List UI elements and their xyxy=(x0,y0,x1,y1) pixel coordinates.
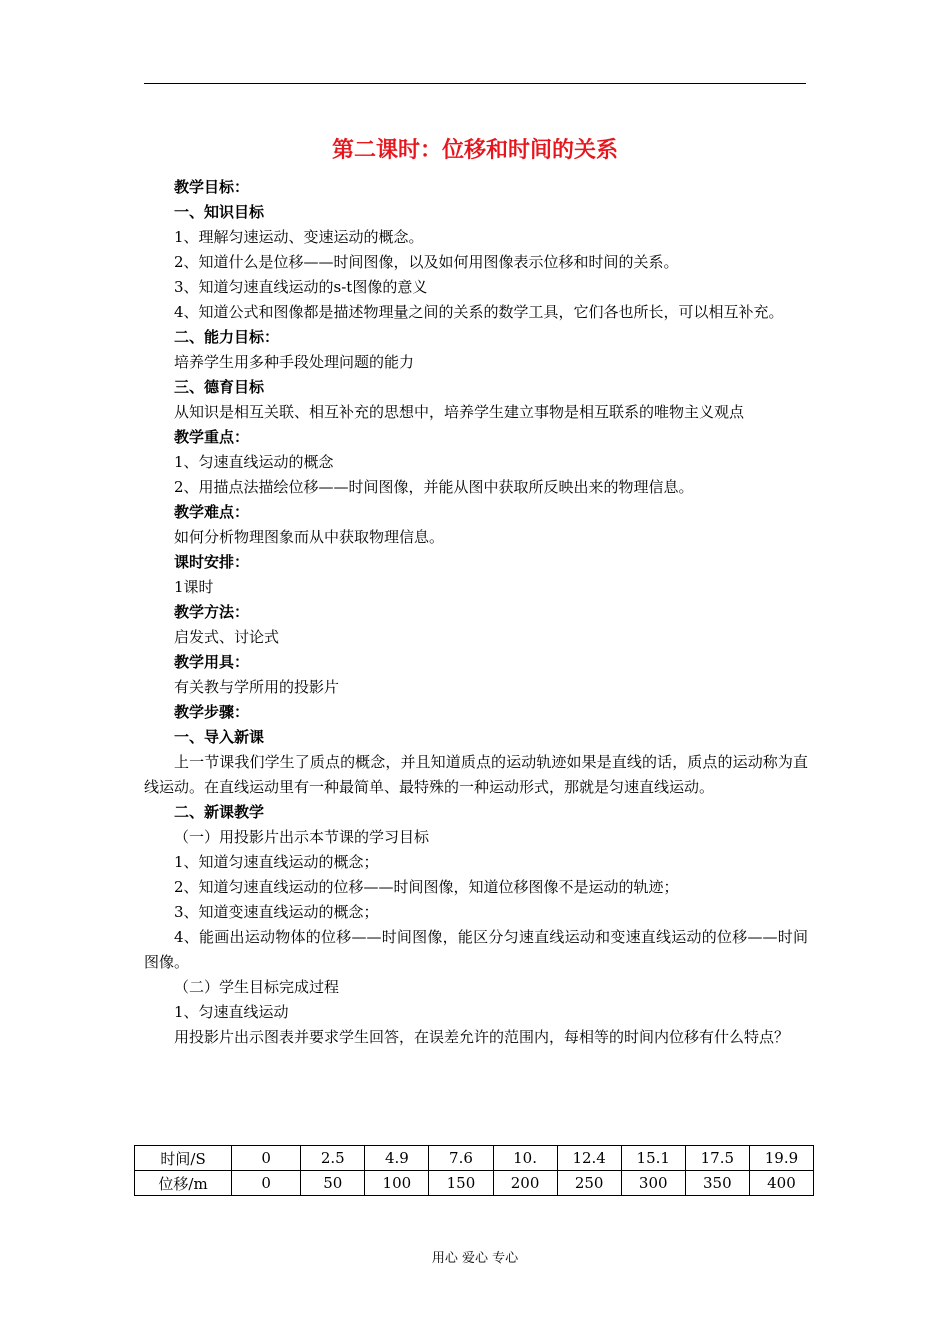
table-cell: 2.5 xyxy=(301,1146,365,1171)
section-heading: 教学方法： xyxy=(174,603,250,621)
body-paragraph: 1、匀速直线运动的概念 xyxy=(174,453,334,471)
table-cell: 350 xyxy=(685,1171,749,1196)
header-rule xyxy=(144,83,806,84)
table-cell: 17.5 xyxy=(685,1146,749,1171)
lesson-body xyxy=(144,175,808,1050)
body-paragraph: 如何分析物理图象而从中获取物理信息。 xyxy=(174,528,445,546)
body-paragraph: 4、知道公式和图像都是描述物理量之间的关系的数学工具，它们各也所长，可以相互补充。 xyxy=(174,303,784,321)
table-cell: 50 xyxy=(301,1171,365,1196)
section-heading: 教学目标： xyxy=(174,178,250,196)
body-paragraph: 1、知道匀速直线运动的概念； xyxy=(174,853,379,871)
table-cell: 7.6 xyxy=(429,1146,493,1171)
section-heading: 三、德育目标 xyxy=(174,378,265,396)
body-paragraph: 3、知道匀速直线运动的s-t图像的意义 xyxy=(174,278,428,296)
table-cell: 10. xyxy=(493,1146,557,1171)
section-heading: 教学步骤： xyxy=(174,703,250,721)
table-cell: 12.4 xyxy=(557,1146,621,1171)
table-row xyxy=(135,1146,814,1171)
table-row xyxy=(135,1171,814,1196)
body-paragraph: 2、用描点法描绘位移——时间图像，并能从图中获取所反映出来的物理信息。 xyxy=(174,478,694,496)
body-paragraph: 2、知道匀速直线运动的位移——时间图像，知道位移图像不是运动的轨迹； xyxy=(174,878,679,896)
table-cell: 19.9 xyxy=(749,1146,813,1171)
table-cell: 0 xyxy=(232,1146,301,1171)
page-title: 第二课时：位移和时间的关系 xyxy=(331,138,618,163)
section-heading: 教学用具： xyxy=(174,653,250,671)
table-cell: 0 xyxy=(232,1171,301,1196)
section-heading: 教学难点： xyxy=(174,503,250,521)
time-displacement-table xyxy=(134,1145,814,1196)
table-cell: 400 xyxy=(749,1171,813,1196)
body-paragraph: （二）学生目标完成过程 xyxy=(174,978,340,996)
table-cell: 100 xyxy=(365,1171,429,1196)
body-paragraph: 上一节课我们学生了质点的概念，并且知道质点的运动轨迹如果是直线的话，质点的运动称为直线运动。在直线运动里有一种最简单、最特殊的一种运动形式，那就是匀速直线运动。 xyxy=(144,753,808,796)
row-header-cell: 位移/m xyxy=(135,1171,232,1196)
row-header-cell: 时间/S xyxy=(135,1146,232,1171)
body-paragraph: 1、匀速直线运动 xyxy=(174,1003,289,1021)
body-paragraph: 1课时 xyxy=(174,578,214,596)
table-cell: 200 xyxy=(493,1171,557,1196)
body-paragraph: 1、理解匀速运动、变速运动的概念。 xyxy=(174,228,424,246)
body-paragraph: 2、知道什么是位移——时间图像，以及如何用图像表示位移和时间的关系。 xyxy=(174,253,679,271)
section-heading: 一、知识目标 xyxy=(174,203,265,221)
table-cell: 300 xyxy=(621,1171,685,1196)
table-cell: 250 xyxy=(557,1171,621,1196)
body-paragraph: 有关教与学所用的投影片 xyxy=(174,678,340,696)
section-heading: 二、新课教学 xyxy=(174,803,265,821)
body-paragraph: 用投影片出示图表并要求学生回答，在误差允许的范围内，每相等的时间内位移有什么特点？ xyxy=(174,1028,790,1046)
section-heading: 课时安排： xyxy=(174,553,250,571)
table-cell: 15.1 xyxy=(621,1146,685,1171)
body-paragraph: （一）用投影片出示本节课的学习目标 xyxy=(174,828,430,846)
section-heading: 二、能力目标： xyxy=(174,328,280,346)
body-paragraph: 4、能画出运动物体的位移——时间图像，能区分匀速直线运动和变速直线运动的位移——时间图像。 xyxy=(144,928,808,971)
body-paragraph: 启发式、讨论式 xyxy=(174,628,280,646)
section-heading: 一、导入新课 xyxy=(174,728,265,746)
body-paragraph: 培养学生用多种手段处理问题的能力 xyxy=(174,353,415,371)
table-cell: 150 xyxy=(429,1171,493,1196)
body-paragraph: 从知识是相互关联、相互补充的思想中，培养学生建立事物是相互联系的唯物主义观点 xyxy=(174,403,745,421)
section-heading: 教学重点： xyxy=(174,428,250,446)
page-footer: 用心 爱心 专心 xyxy=(431,1251,519,1266)
body-paragraph: 3、知道变速直线运动的概念； xyxy=(174,903,379,921)
table-cell: 4.9 xyxy=(365,1146,429,1171)
